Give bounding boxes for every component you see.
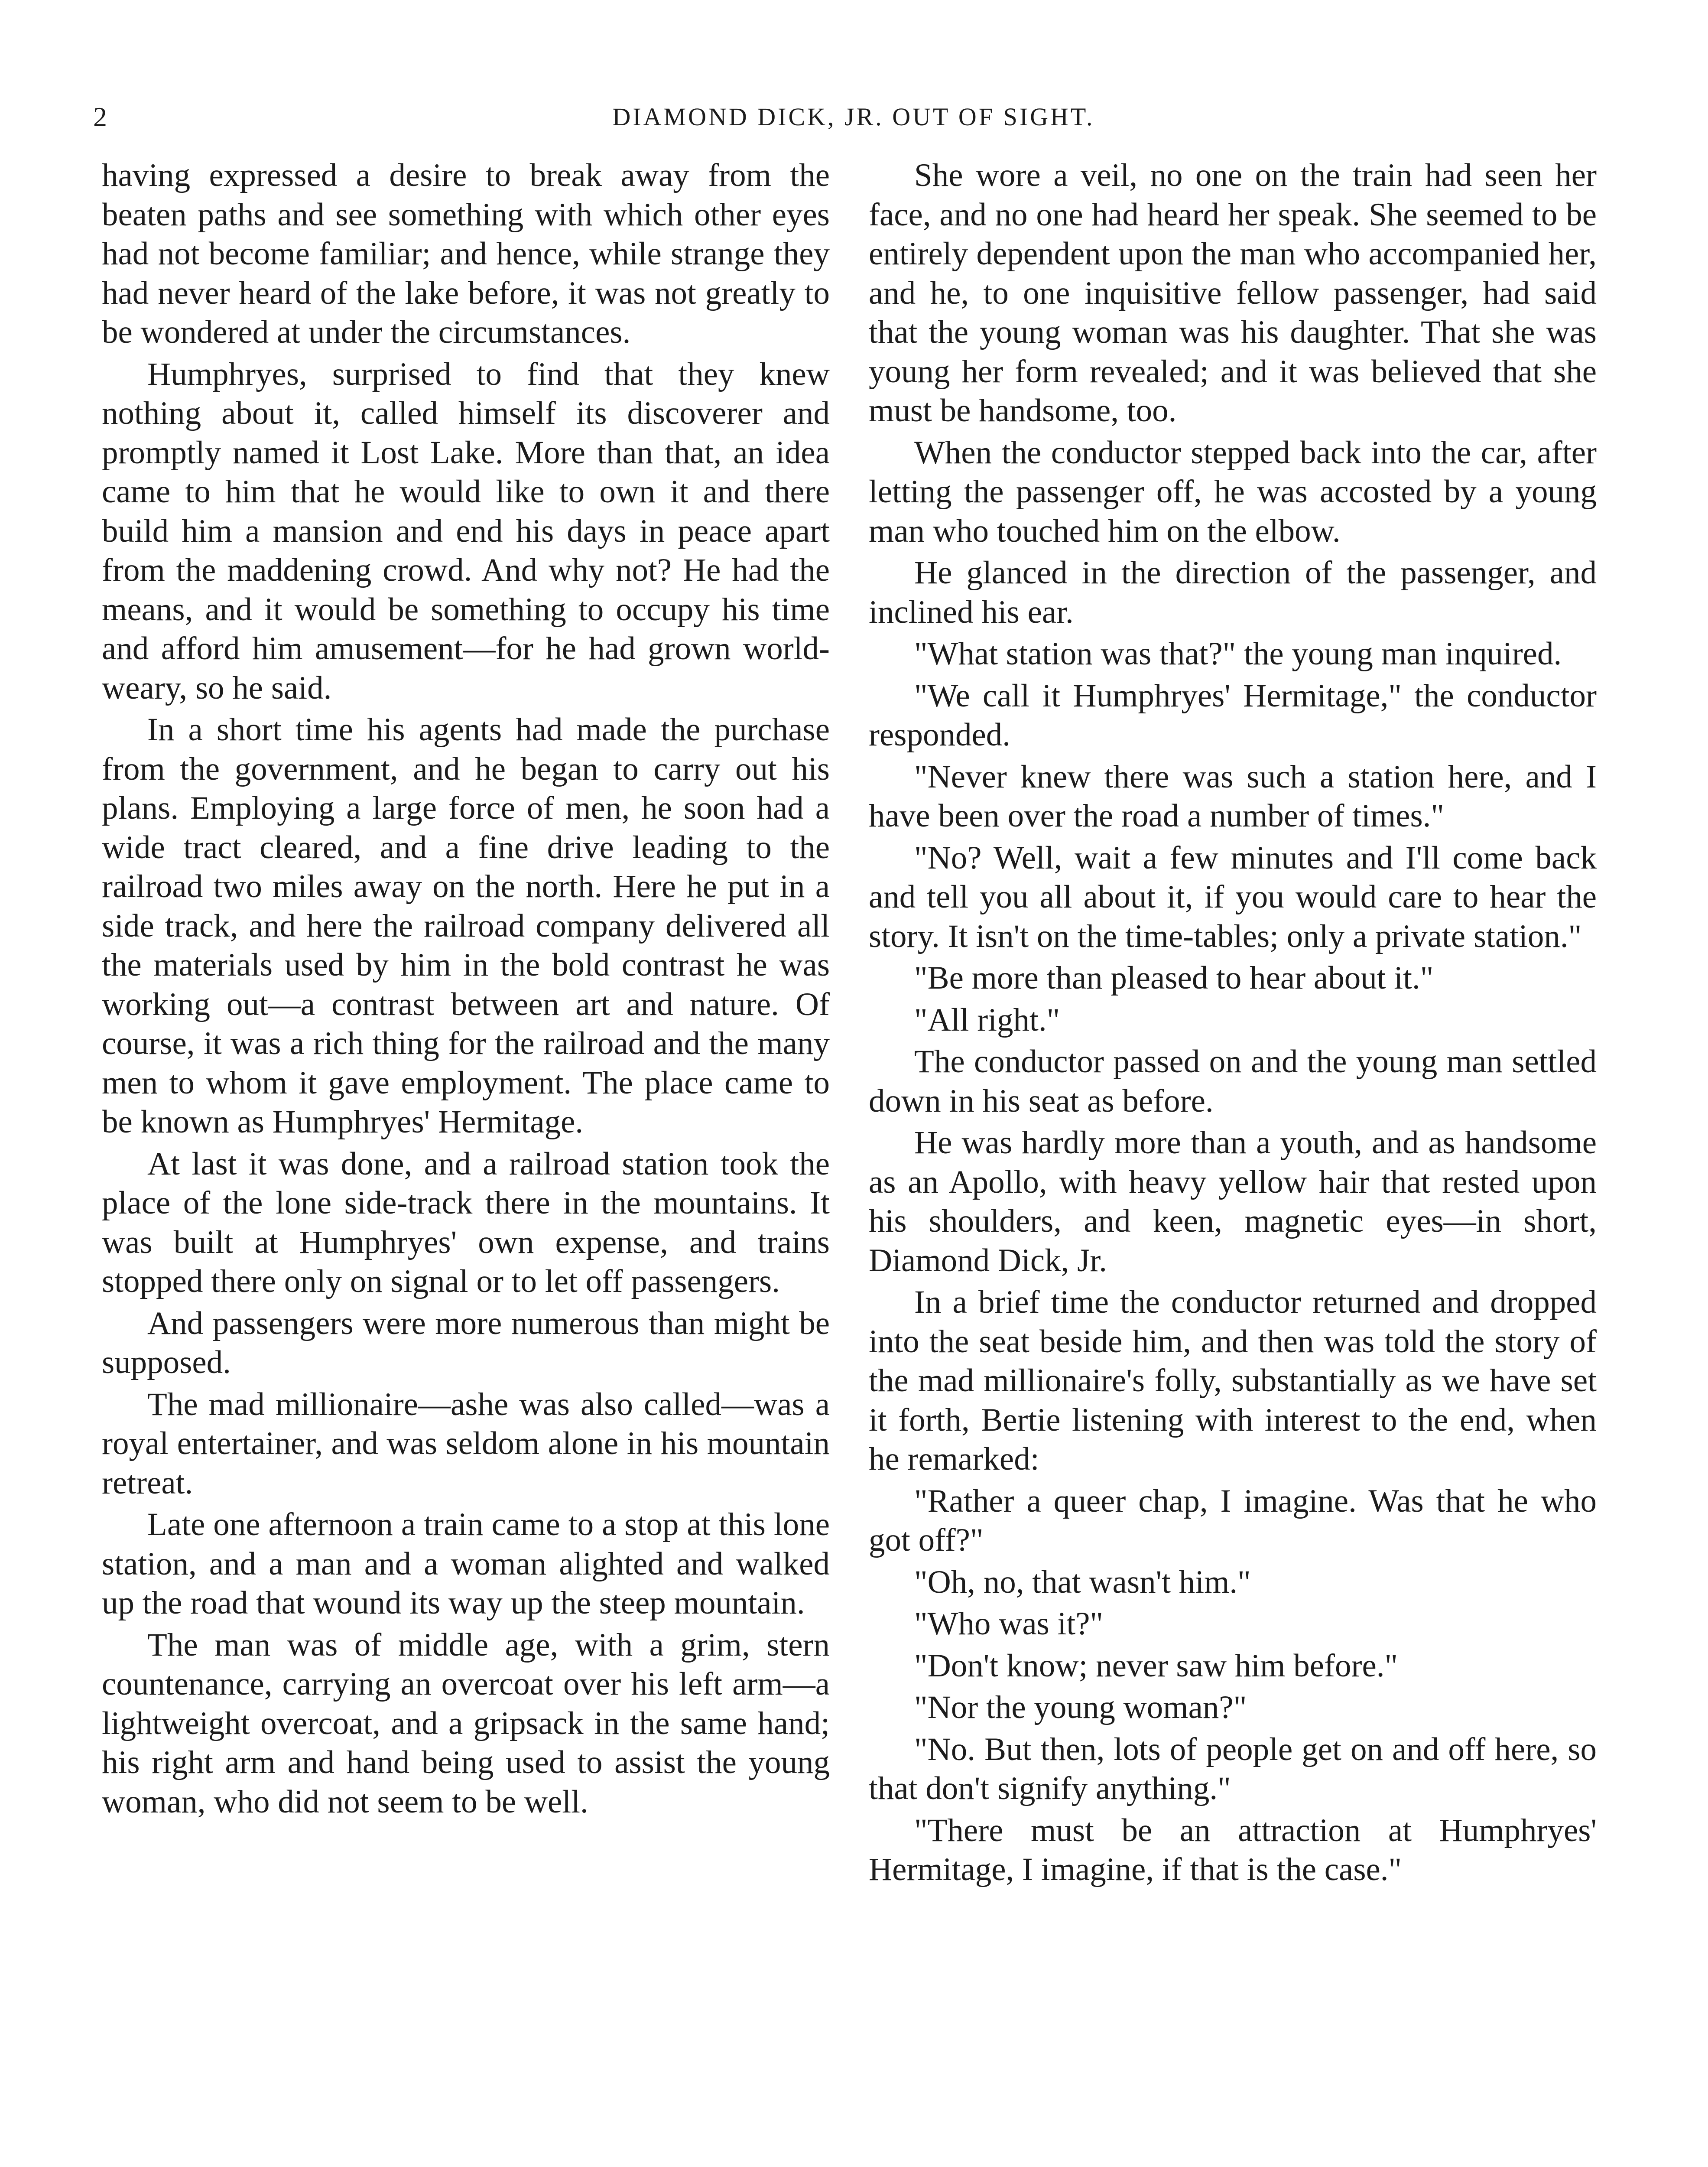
paragraph: He was hardly more than a youth, and as handsome as an Apollo, with heavy yellow hair that rested upon his shoulders, and keen, magnetic eyes—in short, Diamond Dick, Jr. [869, 1125, 1597, 1279]
paragraph: The conductor passed on and the young man settled down in his seat as before. [869, 1044, 1597, 1119]
paragraph: "Rather a queer chap, I imagine. Was that he who got off?" [869, 1483, 1597, 1558]
paragraph: And passengers were more numerous than might be supposed. [102, 1305, 830, 1380]
running-head: DIAMOND DICK, JR. OUT OF SIGHT. [612, 103, 1095, 131]
paragraph: He glanced in the direction of the passenger, and inclined his ear. [869, 555, 1597, 630]
paragraph: "Never knew there was such a station here, and I have been over the road a number of times." [869, 758, 1597, 834]
page-header [93, 93, 1614, 141]
paragraph: "No. But then, lots of people get on and off here, so that don't signify anything." [869, 1731, 1597, 1806]
paragraph: The mad millionaire—ashe was also called—was a royal entertainer, and was seldom alone in his mountain retreat. [102, 1386, 830, 1501]
text-column-right [869, 156, 1597, 1892]
paragraph: In a brief time the conductor returned and dropped into the seat beside him, and then was told the story of the mad millionaire's folly, substantially as we have set it forth, Bertie listening with interest to the end, when he remarked: [869, 1284, 1597, 1477]
paragraph: Late one afternoon a train came to a stop at this lone station, and a man and a woman alighted and walked up the road that wound its way up the steep mountain. [102, 1506, 830, 1621]
paragraph: "Who was it?" [914, 1606, 1104, 1642]
paragraph: At last it was done, and a railroad station took the place of the lone side-track there in the mountains. It was built at Humphryes' own expense, and trains stopped there only on signal or to let off passengers. [102, 1145, 830, 1299]
paragraph: "Be more than pleased to hear about it." [914, 960, 1434, 996]
paragraph: "Nor the young woman?" [914, 1689, 1247, 1725]
paragraph: "There must be an attraction at Humphryes' Hermitage, I imagine, if that is the case." [869, 1812, 1597, 1887]
paragraph: The man was of middle age, with a grim, stern countenance, carrying an overcoat over his left arm—a lightweight overcoat, and a gripsack in the same hand; his right arm and hand being used to assist the young woman, who did not seem to be well. [102, 1627, 830, 1820]
paragraph: She wore a veil, no one on the train had seen her face, and no one had heard her speak. She seemed to be entirely dependent upon the man who accompanied her, and he, to one inquisitive fellow passenger, had said that the young woman was his daughter. That she was young her form revealed; and it was believed that she must be handsome, too. [869, 157, 1597, 429]
paragraph: "What station was that?" the young man inquired. [914, 636, 1562, 672]
paragraph: In a short time his agents had made the purchase from the government, and he began to carry out his plans. Employing a large force of men, he soon had a wide tract cleared, and a fine drive leading to the railroad two miles away on the north. Here he put in a side track, and here the railroad company delivered all the materials used by him in the bold contrast he was working out—a contrast between art and nature. Of course, it was a rich thing for the railroad and the many men to whom it gave employment. The place came to be known as Humphryes' Hermitage. [102, 712, 830, 1140]
paragraph: "All right." [914, 1002, 1060, 1038]
paragraph: "Oh, no, that wasn't him." [914, 1564, 1251, 1600]
paragraph: When the conductor stepped back into the car, after letting the passenger off, he was accosted by a young man who touched him on the elbow. [869, 434, 1597, 549]
paragraph: "Don't know; never saw him before." [914, 1647, 1398, 1684]
paragraph: "No? Well, wait a few minutes and I'll come back and tell you all about it, if you would care to hear the story. It isn't on the time-tables; only a private station." [869, 839, 1597, 954]
page-number: 2 [93, 101, 107, 132]
paragraph: having expressed a desire to break away from the beaten paths and see something with which other eyes had not become familiar; and hence, while strange they had never heard of the lake before, it was not greatly to be wondered at under the circumstances. [102, 157, 830, 350]
text-column-left [102, 156, 830, 1824]
paragraph: "We call it Humphryes' Hermitage," the conductor responded. [869, 677, 1597, 753]
paragraph: Humphryes, surprised to find that they knew nothing about it, called himself its discoverer and promptly named it Lost Lake. More than that, an idea came to him that he would like to own it and there build him a mansion and end his days in peace apart from the maddening crowd. And why not? He had the means, and it would be something to occupy his time and afford him amusement—for he had grown world-weary, so he said. [102, 356, 830, 706]
